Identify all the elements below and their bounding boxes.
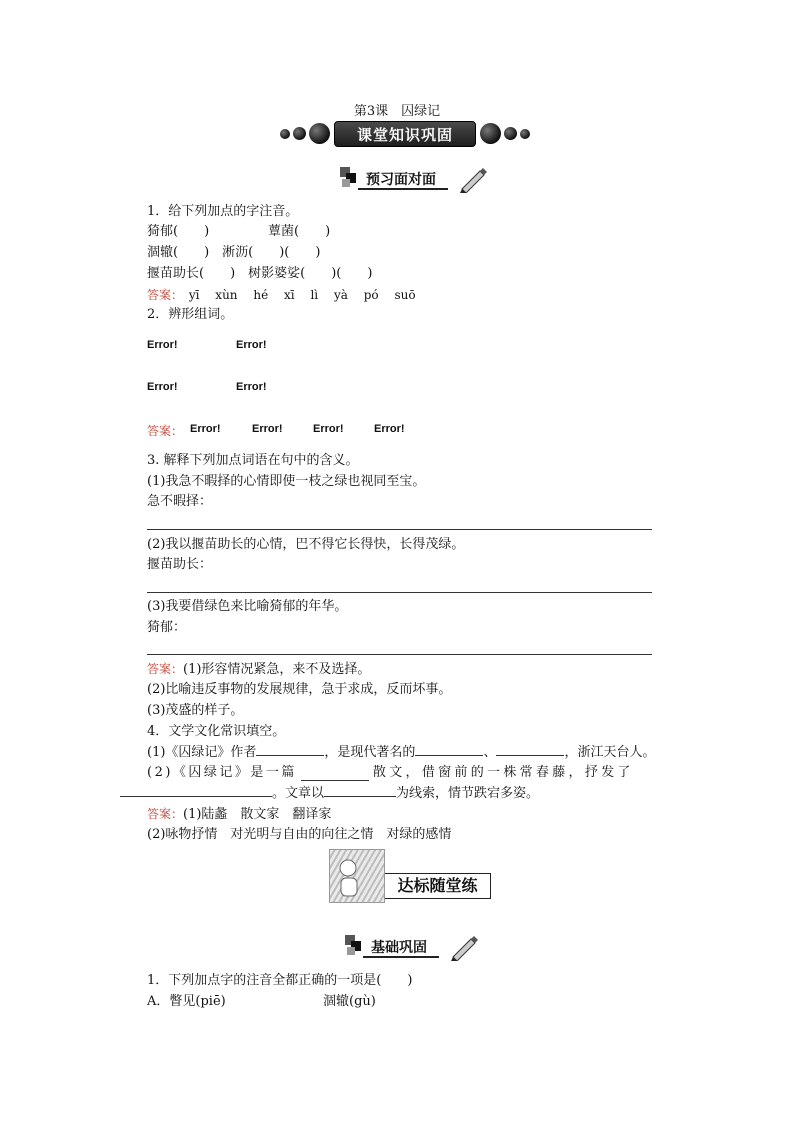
pinyin-answer: yà bbox=[333, 288, 348, 302]
pen-icon bbox=[458, 167, 488, 193]
fill-blank[interactable] bbox=[324, 796, 396, 797]
banner-dot-icon bbox=[504, 127, 517, 140]
pinyin-answer: suō bbox=[394, 288, 416, 302]
question-5-option: A．瞥见(piē) bbox=[147, 994, 226, 1009]
banner-dot-icon bbox=[480, 123, 501, 144]
decorative-image bbox=[329, 849, 385, 903]
banner-dot-icon bbox=[280, 129, 290, 139]
error-text: Error! bbox=[313, 423, 344, 435]
question-3-word: 猗郁： bbox=[147, 620, 187, 635]
question-1-item: 猗郁( ) bbox=[147, 224, 210, 239]
pen-icon bbox=[449, 935, 479, 961]
answer-line[interactable] bbox=[147, 592, 652, 593]
banner-box bbox=[334, 121, 476, 147]
answer-text: (1)形容情况紧急，来不及选择。 bbox=[183, 662, 371, 677]
section-banner bbox=[280, 121, 530, 147]
fill-blank[interactable] bbox=[301, 765, 369, 781]
question-5-prompt: 1．下列加点字的注音全都正确的一项是( ) bbox=[147, 973, 413, 988]
answer-label: 答案： bbox=[147, 662, 184, 676]
error-text: Error! bbox=[236, 381, 267, 393]
pinyin-answer: xī bbox=[284, 288, 295, 302]
question-3-word: 揠苗助长： bbox=[147, 557, 213, 572]
banner-dot-icon bbox=[293, 127, 306, 140]
question-3-word: 急不暇择： bbox=[147, 494, 213, 509]
banner-dot-icon bbox=[309, 123, 330, 144]
answer-text: (2)咏物抒情 对光明与自由的向往之情 对绿的感情 bbox=[147, 827, 452, 842]
error-text: Error! bbox=[252, 423, 283, 435]
error-text: Error! bbox=[190, 423, 221, 435]
question-4-prompt: 4．文学文化常识填空。 bbox=[147, 724, 286, 739]
figure-icon bbox=[330, 850, 386, 904]
answer-text: (1)陆蠡 散文家 翻译家 bbox=[183, 807, 332, 822]
answer-line[interactable] bbox=[147, 529, 652, 530]
question-4-line-2: (2)《囚绿记》是一篇 散文，借窗前的一株常春藤，抒发了 bbox=[147, 765, 634, 780]
error-text: Error! bbox=[147, 339, 178, 351]
pinyin-answer: lì bbox=[310, 288, 319, 302]
section-title: 预习面对面 bbox=[358, 170, 448, 190]
error-text: Error! bbox=[374, 423, 405, 435]
fill-blank[interactable] bbox=[415, 755, 483, 756]
question-1-item: 涸辙( ) 淅沥( )( ) bbox=[147, 245, 321, 260]
answer-text: (2)比喻违反事物的发展规律，急于求成，反而坏事。 bbox=[147, 682, 452, 697]
question-3-sentence: (1)我急不暇择的心情即使一枝之绿也视同至宝。 bbox=[147, 474, 426, 489]
question-1-prompt: 1．给下列加点的字注音。 bbox=[147, 204, 299, 219]
answer-label: 答案： bbox=[147, 807, 184, 821]
question-3-answer bbox=[147, 661, 370, 678]
banner-label: 课堂知识巩固 bbox=[356, 125, 453, 144]
answer-text: (3)茂盛的样子。 bbox=[147, 703, 244, 718]
question-1-answer bbox=[147, 287, 416, 303]
question-3-prompt: 3. 解释下列加点词语在句中的含义。 bbox=[147, 453, 359, 468]
question-4-line-1: (1)《囚绿记》作者 ，是现代著名的 、 ，浙江天台人。 bbox=[147, 745, 656, 760]
error-text: Error! bbox=[147, 381, 178, 393]
question-3-sentence: (2)我以揠苗助长的心情，巴不得它长得快，长得茂绿。 bbox=[147, 537, 465, 552]
question-4-line-3: 。文章以 为线索，情节跌宕多姿。 bbox=[120, 786, 539, 802]
question-1-item: 蕈菌( ) bbox=[268, 224, 331, 239]
error-text: Error! bbox=[236, 339, 267, 351]
section-header-basic bbox=[345, 935, 485, 961]
question-5-option: 涸辙(gù) bbox=[323, 994, 376, 1009]
banner-dot-icon bbox=[520, 129, 530, 139]
answer-label: 答案： bbox=[147, 288, 184, 302]
pinyin-answer: pó bbox=[363, 288, 379, 302]
question-3-sentence: (3)我要借绿色来比喻猗郁的年华。 bbox=[147, 599, 348, 614]
question-1-item: 揠苗助长( ) 树影婆娑( )( ) bbox=[147, 266, 373, 281]
question-2-prompt: 2．辨形组词。 bbox=[147, 307, 234, 322]
answer-line[interactable] bbox=[147, 654, 652, 655]
pinyin-answer: xùn bbox=[215, 288, 238, 302]
lesson-title: 第3课 囚绿记 bbox=[353, 104, 441, 119]
fill-blank[interactable] bbox=[120, 796, 272, 797]
pinyin-answer: hé bbox=[253, 288, 269, 302]
question-4-answer bbox=[147, 806, 331, 823]
fill-blank[interactable] bbox=[496, 755, 564, 756]
section-title: 达标随堂练 bbox=[385, 873, 491, 899]
pinyin-answer: yī bbox=[188, 288, 200, 302]
section-title: 基础巩固 bbox=[363, 938, 439, 958]
fill-blank[interactable] bbox=[256, 755, 324, 756]
answer-label: 答案： bbox=[147, 424, 184, 438]
section-header-practice bbox=[329, 849, 491, 903]
section-header-preview bbox=[340, 167, 490, 193]
